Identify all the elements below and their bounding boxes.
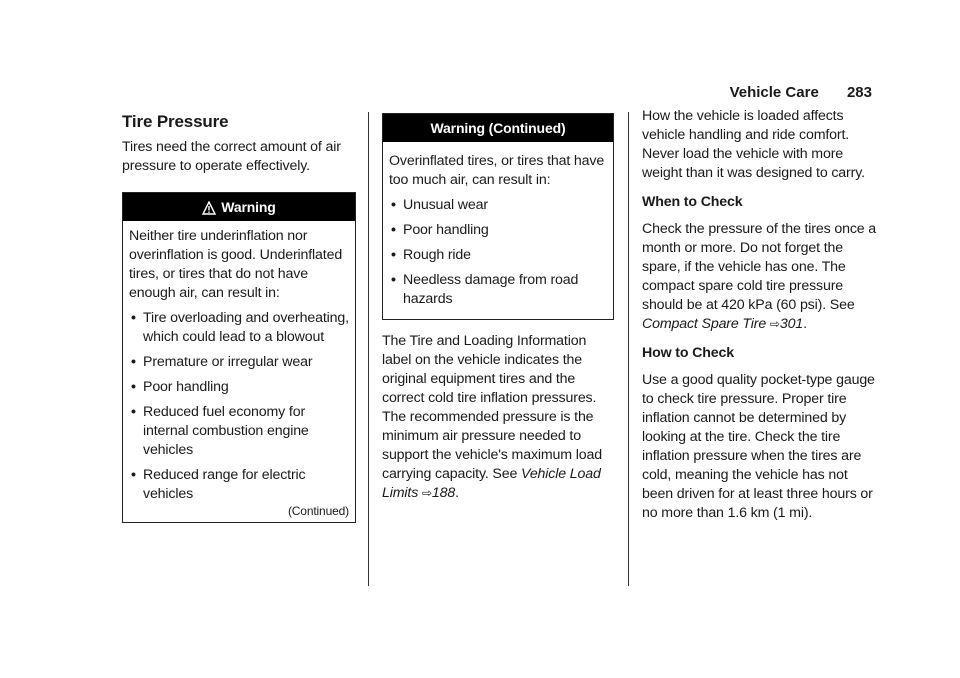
period: . xyxy=(455,485,459,501)
page-header xyxy=(730,84,872,101)
warning-header: Warning (Continued) xyxy=(383,114,613,142)
compact-spare-tire-link[interactable]: Compact Spare Tire xyxy=(642,316,767,332)
page-ref[interactable]: 301 xyxy=(779,316,804,332)
column-divider xyxy=(628,112,629,586)
section-title: Vehicle Care xyxy=(729,84,819,101)
page-number: 283 xyxy=(846,84,872,101)
list-item: • Needless damage from road hazards xyxy=(389,271,607,309)
intro-paragraph: Tires need the correct amount of air pressure to operate effectively. xyxy=(122,139,341,174)
page-reference-icon: ⇨ xyxy=(421,486,432,500)
warning-header xyxy=(123,193,355,221)
warning-text: Overinflated tires, or tires that have too much air, can result in: xyxy=(389,153,605,188)
subheading-when: When to Check xyxy=(642,194,743,210)
loading-paragraph: How the vehicle is loaded affects vehicle handling and ride comfort. Never load the vehicle with more weight than it was designed to carry. xyxy=(642,108,865,181)
warning-text: Neither tire underinflation nor overinflation is good. Underinflated tires, or tires that do not have enough air, can result in: xyxy=(129,228,343,301)
subheading-how: How to Check xyxy=(642,345,735,361)
warning-body xyxy=(123,221,355,522)
warning-list xyxy=(129,309,349,504)
column-1 xyxy=(122,112,356,523)
section-heading: Tire Pressure xyxy=(122,112,229,131)
period: . xyxy=(803,316,807,332)
list-item: • Tire overloading and overheating, which could lead to a blowout xyxy=(129,309,349,347)
continued-note: (Continued) xyxy=(287,504,349,518)
list-item: • Reduced range for electric vehicles xyxy=(129,466,349,504)
list-item: • Reduced fuel economy for internal combustion engine vehicles xyxy=(129,403,349,460)
vehicle-load-limits-link[interactable]: Vehicle Load Limits xyxy=(382,466,601,501)
warning-body xyxy=(383,142,613,319)
column-3 xyxy=(642,107,878,533)
page-reference-icon: ⇨ xyxy=(769,317,780,331)
column-divider xyxy=(368,112,369,586)
list-item: • Poor handling xyxy=(129,378,349,397)
warning-box xyxy=(122,192,356,523)
list-item: • Unusual wear xyxy=(389,196,607,215)
list-item: • Poor handling xyxy=(389,221,607,240)
when-paragraph xyxy=(642,220,878,334)
warning-label: Warning xyxy=(221,199,276,215)
list-item: • Premature or irregular wear xyxy=(129,353,349,372)
page-ref[interactable]: 188 xyxy=(431,485,456,501)
label-paragraph xyxy=(382,332,614,503)
warning-list xyxy=(389,196,607,309)
warning-box-continued xyxy=(382,113,614,320)
list-item: • Rough ride xyxy=(389,246,607,265)
paragraph-text: The Tire and Loading Information label on the vehicle indicates the original equipment tires and the correct cold tire inflation pressures. The recommended pressure is the minimum air pressure needed to support the vehicle's maximum load carrying capacity. See xyxy=(382,333,602,482)
warning-triangle-icon xyxy=(202,196,216,224)
paragraph-text: Check the pressure of the tires once a month or more. Do not forget the spare, if the vehicle has one. The compact spare cold tire pressure should be at 420 kPa (60 psi). See xyxy=(642,221,877,313)
column-2 xyxy=(382,113,614,513)
how-paragraph: Use a good quality pocket-type gauge to check tire pressure. Proper tire inflation cannot be determined by looking at the tire. Check the tire inflation pressure when the tires are cold, meaning the vehicle has not been driven for at least three hours or no more than 1.6 km (1 mi). xyxy=(642,372,875,521)
